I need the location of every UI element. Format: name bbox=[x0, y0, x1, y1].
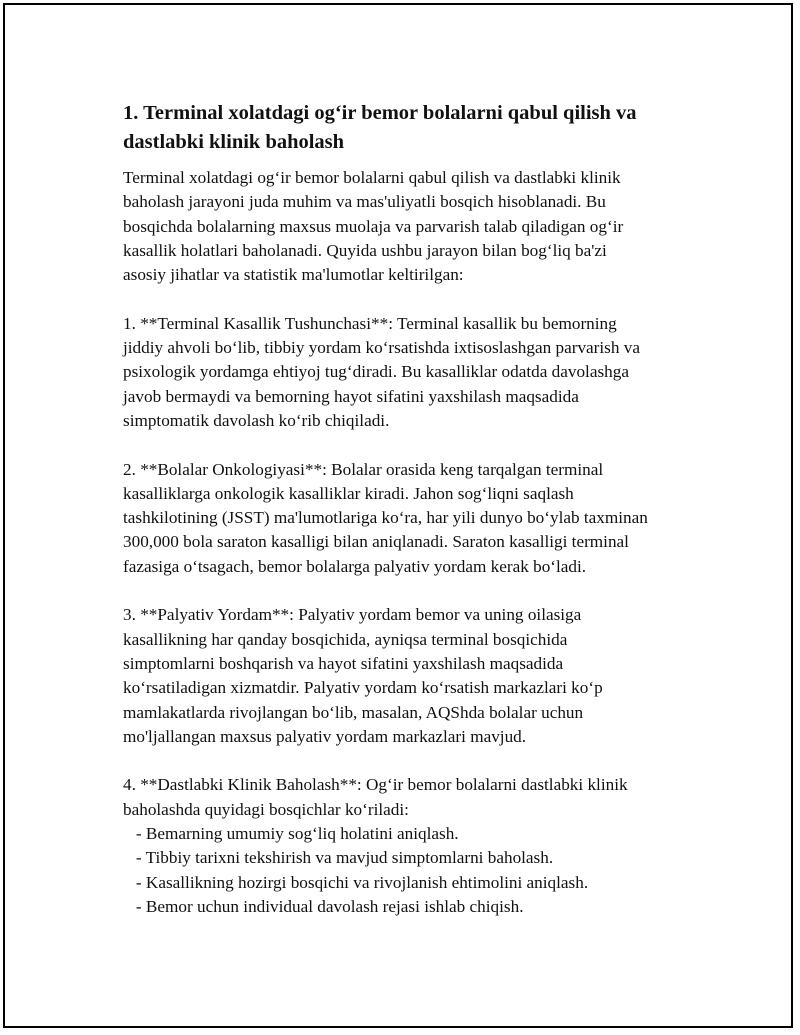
text-line: kasallik holatlari baholanadi. Quyida ushbu jarayon bilan bog‘liq ba'zi bbox=[123, 240, 607, 260]
text-line: bosqichda bolalarning maxsus muolaja va parvarish talab qiladigan og‘ir bbox=[123, 216, 624, 236]
page-frame bbox=[3, 3, 793, 1028]
text-line: simptomatik davolash ko‘rib chiqiladi. bbox=[123, 410, 390, 430]
text-line: jiddiy ahvoli bo‘lib, tibbiy yordam ko‘rsatishda ixtisoslashgan parvarish va bbox=[123, 338, 640, 358]
text-line: kasalliklarga onkologik kasalliklar kiradi. Jahon sog‘liqni saqlash bbox=[123, 483, 574, 503]
text-line: ko‘rsatiladigan xizmatdir. Palyativ yordam ko‘rsatish markazlari ko‘p bbox=[123, 678, 603, 698]
text-line: mo'ljallangan maxsus palyativ yordam markazlari mavjud. bbox=[123, 726, 527, 746]
text-line: fazasiga o‘tsagach, bemor bolalarga palyativ yordam kerak bo‘ladi. bbox=[123, 556, 587, 576]
section-2-paragraph bbox=[123, 458, 723, 579]
section-3-paragraph bbox=[123, 603, 723, 749]
text-line: baholash jarayoni juda muhim va mas'uliyatli bosqich hisoblanadi. Bu bbox=[123, 192, 606, 212]
text-line: 4. **Dastlabki Klinik Baholash**: Og‘ir bemor bolalarni dastlabki klinik bbox=[123, 775, 628, 795]
heading-line: dastlabki klinik baholash bbox=[123, 131, 345, 153]
text-line: mamlakatlarda rivojlangan bo‘lib, masalan, AQShda bolalar uchun bbox=[123, 702, 584, 722]
list-item: - Bemarning umumiy sog‘liq holatini aniqlash. bbox=[123, 824, 459, 844]
section-heading bbox=[123, 99, 723, 157]
section-1-paragraph bbox=[123, 312, 723, 433]
text-line: 2. **Bolalar Onkologiyasi**: Bolalar orasida keng tarqalgan terminal bbox=[123, 459, 604, 479]
text-line: Terminal xolatdagi og‘ir bemor bolalarni qabul qilish va dastlabki klinik bbox=[123, 168, 621, 187]
text-line: 3. **Palyativ Yordam**: Palyativ yordam bemor va uning oilasiga bbox=[123, 605, 582, 625]
section-4-paragraph bbox=[123, 773, 723, 919]
text-line: psixologik yordamga ehtiyoj tug‘diradi. Bu kasalliklar odatda davolashga bbox=[123, 362, 629, 382]
list-item: - Tibbiy tarixni tekshirish va mavjud simptomlarni baholash. bbox=[123, 848, 554, 868]
text-line: tashkilotining (JSST) ma'lumotlariga ko‘ra, har yili dunyo bo‘ylab taxminan bbox=[123, 508, 648, 528]
text-line: asosiy jihatlar va statistik ma'lumotlar keltirilgan: bbox=[123, 265, 464, 285]
text-line: javob bermaydi va bemorning hayot sifatini yaxshilash maqsadida bbox=[123, 386, 579, 406]
heading-line: 1. Terminal xolatdagi og‘ir bemor bolalarni qabul qilish va bbox=[123, 102, 637, 124]
text-line: 300,000 bola saraton kasalligi bilan aniqlanadi. Saraton kasalligi terminal bbox=[123, 532, 629, 552]
document-body bbox=[123, 99, 723, 944]
intro-paragraph bbox=[123, 166, 723, 287]
list-item: - Bemor uchun individual davolash rejasi ishlab chiqish. bbox=[123, 896, 524, 916]
text-line: 1. **Terminal Kasallik Tushunchasi**: Terminal kasallik bu bemorning bbox=[123, 313, 617, 333]
text-line: kasallikning har qanday bosqichida, ayniqsa terminal bosqichida bbox=[123, 629, 568, 649]
list-item: - Kasallikning hozirgi bosqichi va rivojlanish ehtimolini aniqlash. bbox=[123, 872, 589, 892]
text-line: simptomlarni boshqarish va hayot sifatini yaxshilash maqsadida bbox=[123, 653, 564, 673]
text-line: baholashda quyidagi bosqichlar ko‘riladi: bbox=[123, 799, 409, 819]
